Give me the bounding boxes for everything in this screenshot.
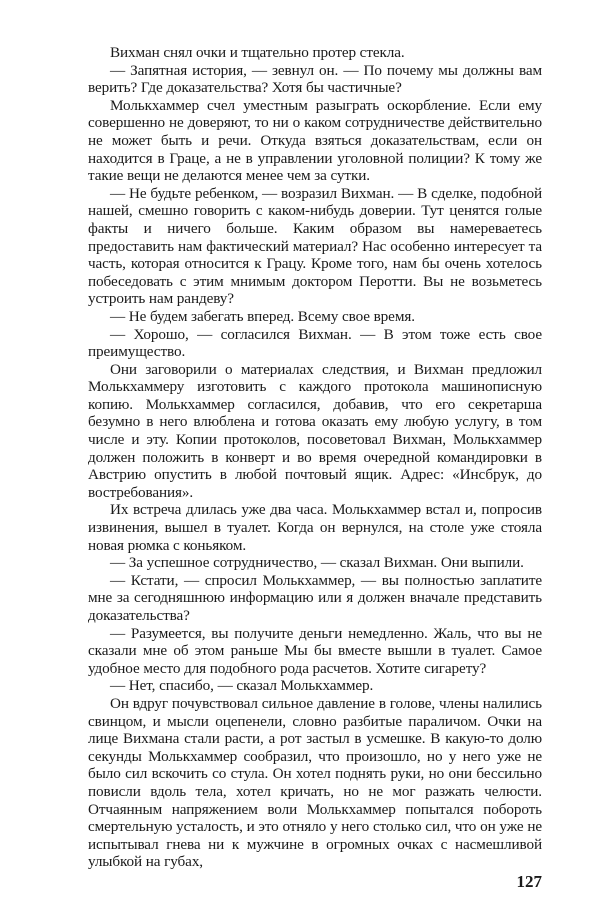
paragraph: — Запятная история, — зевнул он. — По почему мы должны вам верить? Где доказательства? Хотя бы частичные? [88,61,542,97]
paragraph: Молькхаммер счел уместным разыграть оскорбление. Если ему совершенно не доверяют, то ни о каком сотрудничестве действительно не может быть и речи. Откуда взяться доказательствам, если он находится в Граце, а не в управлении уголовной полиции? К тому же такие вещи не делаются менее чем за сутки. [88,96,542,185]
paragraph: Их встреча длилась уже два часа. Молькхаммер встал и, попросив извинения, вышел в туалет. Когда он вернулся, на столе уже стояла новая рюмка с коньяком. [88,501,542,554]
paragraph: — Кстати, — спросил Молькхаммер, — вы полностью заплатите мне за сегодняшнюю информацию или я должен вначале представить доказательства? [88,571,542,624]
paragraph: Они заговорили о материалах следствия, и Вихман предложил Молькхаммеру изготовить с каждого протокола машинописную копию. Молькхаммер согласился, добавив, что его секретарша безумно в него влюблена и готова оказать ему любую услугу, в том числе и эту. Копии протоколов, посоветовал Вихман, Молькхаммер должен положить в конверт и во время очередной командировки в Австрию опустить в любой почтовый ящик. Адрес: «Инсбрук, до востребования». [88,360,542,501]
paragraph: — Нет, спасибо, — сказал Молькхаммер. [110,677,374,695]
page-number: 127 [516,872,542,891]
page-text [88,44,542,871]
paragraph: Вихман снял очки и тщательно протер стекла. [110,44,405,61]
paragraph: — Разумеется, вы получите деньги немедленно. Жаль, что вы не сказали мне об этом раньше Мы бы вместе вышли в туалет. Самое удобное место для подобного рода расчетов. Хотите сигарету? [88,624,542,677]
paragraph: Он вдруг почувствовал сильное давление в голове, члены налились свинцом, и мысли оцепенели, словно разбитые параличом. Очки на лице Вихмана стали расти, а рот застыл в усмешке. В какую-то долю секунды Молькхаммер сообразил, что произошло, но у него уже не было сил вскочить со стула. Он хотел поднять руки, но они бессильно повисли вдоль тела, хотел кричать, но не мог разжать челюсти. Отчаянным напряжением воли Молькхаммер попытался побороть смертельную усталость, и это отняло у него столько сил, что он уже не испытывал гнева ни к мужчине в огромных очках с насмешливой улыбкой на губах, [88,694,542,871]
paragraph: — За успешное сотрудничество, — сказал Вихман. Они выпили. [110,554,524,572]
paragraph: — Не будьте ребенком, — возразил Вихман. — В сделке, подобной нашей, смешно говорить с каком-нибудь доверии. Тут ценятся голые факты и ничего больше. Каким образом вы намереваетесь предоставить нам фактический материал? Нас особенно интересует та часть, которая относится к Грацу. Кроме того, нам бы очень хотелось побеседовать с этим мнимым доктором Перотти. Вы не возьметесь устроить нам рандеву? [88,184,542,308]
paragraph: — Хорошо, — согласился Вихман. — В этом тоже есть свое преимущество. [88,325,542,361]
paragraph: — Не будем забегать вперед. Всему свое время. [110,307,415,325]
